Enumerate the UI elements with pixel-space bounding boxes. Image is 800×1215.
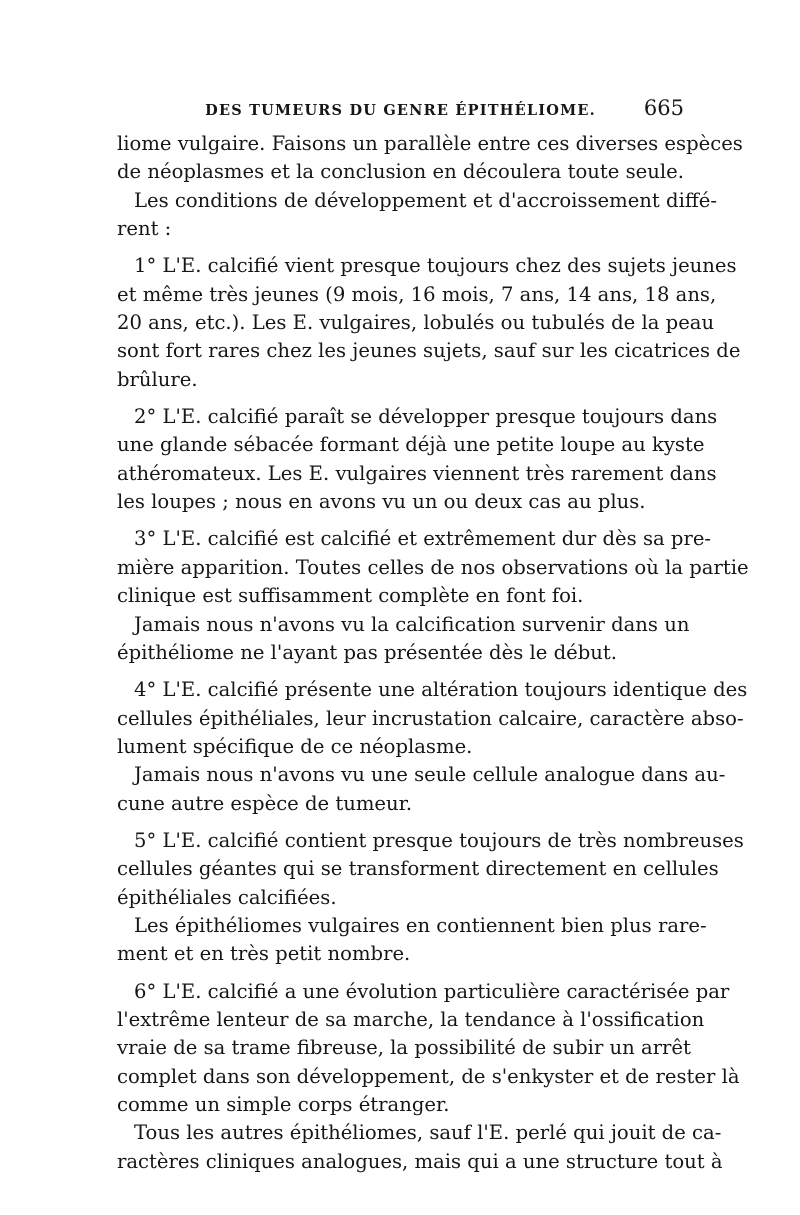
running-title: DES TUMEURS DU GENRE ÉPITHÉLIOME. xyxy=(205,102,596,119)
text-line: 1° L'E. calcifié vient presque toujours chez des sujets jeunes xyxy=(134,254,737,278)
text-line: clinique est suffisamment complète en font foi. xyxy=(117,584,584,608)
text-line: brûlure. xyxy=(117,367,198,391)
text-line: athéromateux. Les E. vulgaires viennent très rarement dans xyxy=(117,461,717,485)
text-line: Jamais nous n'avons vu la calcification survenir dans un xyxy=(134,612,690,636)
page-number: 665 xyxy=(643,96,684,120)
text-line: de néoplasmes et la conclusion en découlera toute seule. xyxy=(117,160,684,184)
text-line: Les épithéliomes vulgaires en contiennent bien plus rare- xyxy=(134,913,707,937)
text-line: liome vulgaire. Faisons un parallèle entre ces diverses espèces xyxy=(117,132,743,155)
text-line: 5° L'E. calcifié contient presque toujours de très nombreuses xyxy=(134,828,744,852)
text-line: 6° L'E. calcifié a une évolution particulière caractérisée par xyxy=(134,979,730,1003)
text-line: Les conditions de développement et d'accroissement diffé- xyxy=(134,188,717,212)
text-line: épithéliales calcifiées. xyxy=(117,885,337,909)
text-line: 4° L'E. calcifié présente une altération toujours identique des xyxy=(134,678,748,702)
text-line: 2° L'E. calcifié paraît se développer presque toujours dans xyxy=(134,405,718,429)
text-line: Jamais nous n'avons vu une seule cellule analogue dans au- xyxy=(134,763,726,787)
text-line: Tous les autres épithéliomes, sauf l'E. perlé qui jouit de ca- xyxy=(134,1121,722,1145)
text-line: l'extrême lenteur de sa marche, la tendance à l'ossification xyxy=(117,1007,705,1031)
page-header xyxy=(117,96,684,126)
text-line: comme un simple corps étranger. xyxy=(117,1093,450,1116)
text-line: ractères cliniques analogues, mais qui a une structure tout à xyxy=(117,1149,723,1173)
text-line: sont fort rares chez les jeunes sujets, sauf sur les cicatrices de xyxy=(117,339,741,363)
text-line: cellules épithéliales, leur incrustation calcaire, caractère abso- xyxy=(117,706,744,730)
text-line: complet dans son développement, de s'enkyster et de rester là xyxy=(117,1064,740,1088)
text-line: vraie de sa trame fibreuse, la possibilité de subir un arrêt xyxy=(117,1036,691,1060)
text-line: 20 ans, etc.). Les E. vulgaires, lobulés ou tubulés de la peau xyxy=(117,311,715,335)
text-line: une glande sébacée formant déjà une petite loupe au kyste xyxy=(117,433,705,457)
text-line: cellules géantes qui se transforment directement en cellules xyxy=(117,857,719,881)
text-line: les loupes ; nous en avons vu un ou deux cas au plus. xyxy=(117,490,646,514)
text-line: rent : xyxy=(117,217,172,241)
text-line: mière apparition. Toutes celles de nos observations où la partie xyxy=(117,555,749,579)
text-line: cune autre espèce de tumeur. xyxy=(117,791,413,815)
text-line: 3° L'E. calcifié est calcifié et extrêmement dur dès sa pre- xyxy=(134,527,712,551)
text-line: lument spécifique de ce néoplasme. xyxy=(117,734,473,758)
text-line: ment et en très petit nombre. xyxy=(117,942,411,966)
text-line: et même très jeunes (9 mois, 16 mois, 7 ans, 14 ans, 18 ans, xyxy=(117,282,717,306)
text-line: épithéliome ne l'ayant pas présentée dès le début. xyxy=(117,640,617,664)
body-text xyxy=(117,130,749,1176)
